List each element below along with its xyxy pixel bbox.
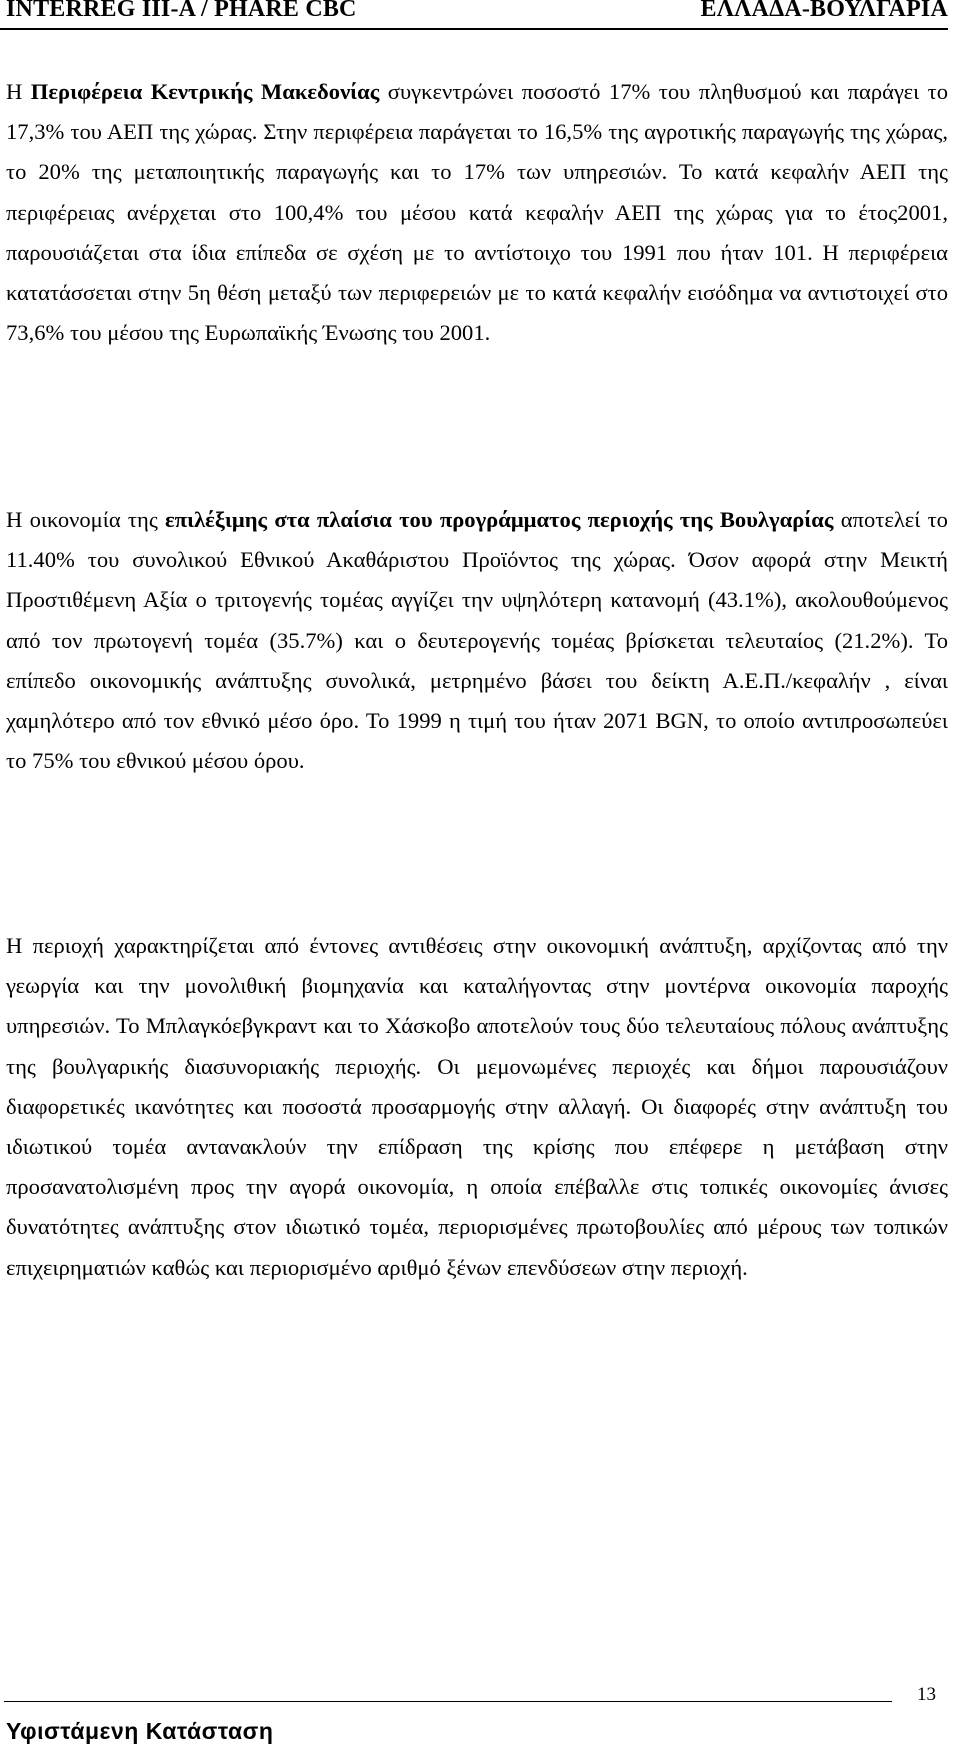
paragraph-central-macedonia [6, 72, 948, 353]
paragraph-text: συγκεντρώνει ποσοστό 17% του πληθυσμού και παράγει το 17,3% του ΑΕΠ της χώρας. Στην περιφέρεια παράγεται το 16,5% της αγροτικής παραγωγής της χώρας, το 20% της μεταποιητικής παραγωγής και το 17% των υπηρεσιών. Το κατά κεφαλήν ΑΕΠ της περιφέρειας ανέρχεται στο 100,4% του μέσου κατά κεφαλήν ΑΕΠ της χώρας για το έτος2001, παρουσιάζεται στα ίδια επίπεδα σε σχέση με το αντίστοιχο του 1991 που ήταν 101. Η περιφέρεια κατατάσσεται στην 5η θέση μεταξύ των περιφερειών με το κατά κεφαλήν εισόδημα να αντιστοιχεί στο 73,6% του μέσου της Ευρωπαϊκής Ένωσης του 2001. [6, 79, 948, 346]
paragraph-text: Η οικονομία της [6, 507, 166, 532]
paragraph-bold-text: Περιφέρεια Κεντρικής Μακεδονίας [30, 79, 380, 104]
paragraph-bold-text: επιλέξιμης στα πλαίσια του προγράμματος περιοχής της Βουλγαρίας [165, 507, 834, 532]
paragraph-bulgaria-economy [6, 500, 948, 781]
header-countries: ΕΛΛΑΔΑ-ΒΟΥΛΓΑΡΙΑ [700, 0, 948, 22]
paragraph-text: Η περιοχή χαρακτηρίζεται από έντονες αντιθέσεις στην οικονομική ανάπτυξη, αρχίζοντας από την γεωργία και την μονολιθική βιομηχανία και καταλήγοντας στην μοντέρνα οικονομία παροχής υπηρεσιών. Το Μπλαγκόεβγκραντ και το Χάσκοβο αποτελούν τους δύο τελευταίους πόλους ανάπτυξης της βουλγαρικής διασυνοριακής περιοχής. Οι μεμονωμένες περιοχές και δήμοι παρουσιάζουν διαφορετικές ικανότητες και ποσοστά προσαρμογής στην αλλαγή. Οι διαφορές στην ανάπτυξη του ιδιωτικού τομέα αντανακλούν την επίδραση της κρίσης που επέφερε η μετάβαση στην προσανατολισμένη προς την αγορά οικονομία, η οποία επέβαλλε στις τοπικές οικονομίες άνισες δυνατότητες ανάπτυξης στον ιδιωτικό τομέα, περιορισμένες πρωτοβουλίες από μέρους των τοπικών επιχειρηματιών καθώς και περιορισμένο αριθμό ξένων επενδύσεων στην περιοχή. [6, 933, 948, 1280]
paragraph-regional-contrasts [6, 926, 948, 1288]
page-header [0, 0, 948, 30]
header-program-title: INTERREG III-A / PHARE CBC [6, 0, 357, 22]
footer-section-title: Υφιστάμενη Κατάσταση [6, 1718, 274, 1744]
paragraph-text: αποτελεί το 11.40% του συνολικού Εθνικού Ακαθάριστου Προϊόντος της χώρας. Όσον αφορά στην Μεικτή Προστιθέμενη Αξία ο τριτογενής τομέας αγγίζει την υψηλότερη κατανομή (43.1%), ακολουθούμενος από τον πρωτογενή τομέα (35.7%) και ο δευτερογενής τομέας βρίσκεται τελευταίος (21.2%). Το επίπεδο οικονομικής ανάπτυξης συνολικά, μετρημένο βάσει του δείκτη Α.Ε.Π./κεφαλήν , είναι χαμηλότερο από τον εθνικό μέσο όρο. Το 1999 η τιμή του ήταν 2071 BGN, το οποίο αντιπροσωπεύει το 75% του εθνικού μέσου όρου. [6, 507, 948, 774]
paragraph-text: Η [6, 79, 31, 104]
page-number: 13 [917, 1684, 936, 1705]
footer-divider [4, 1701, 892, 1702]
